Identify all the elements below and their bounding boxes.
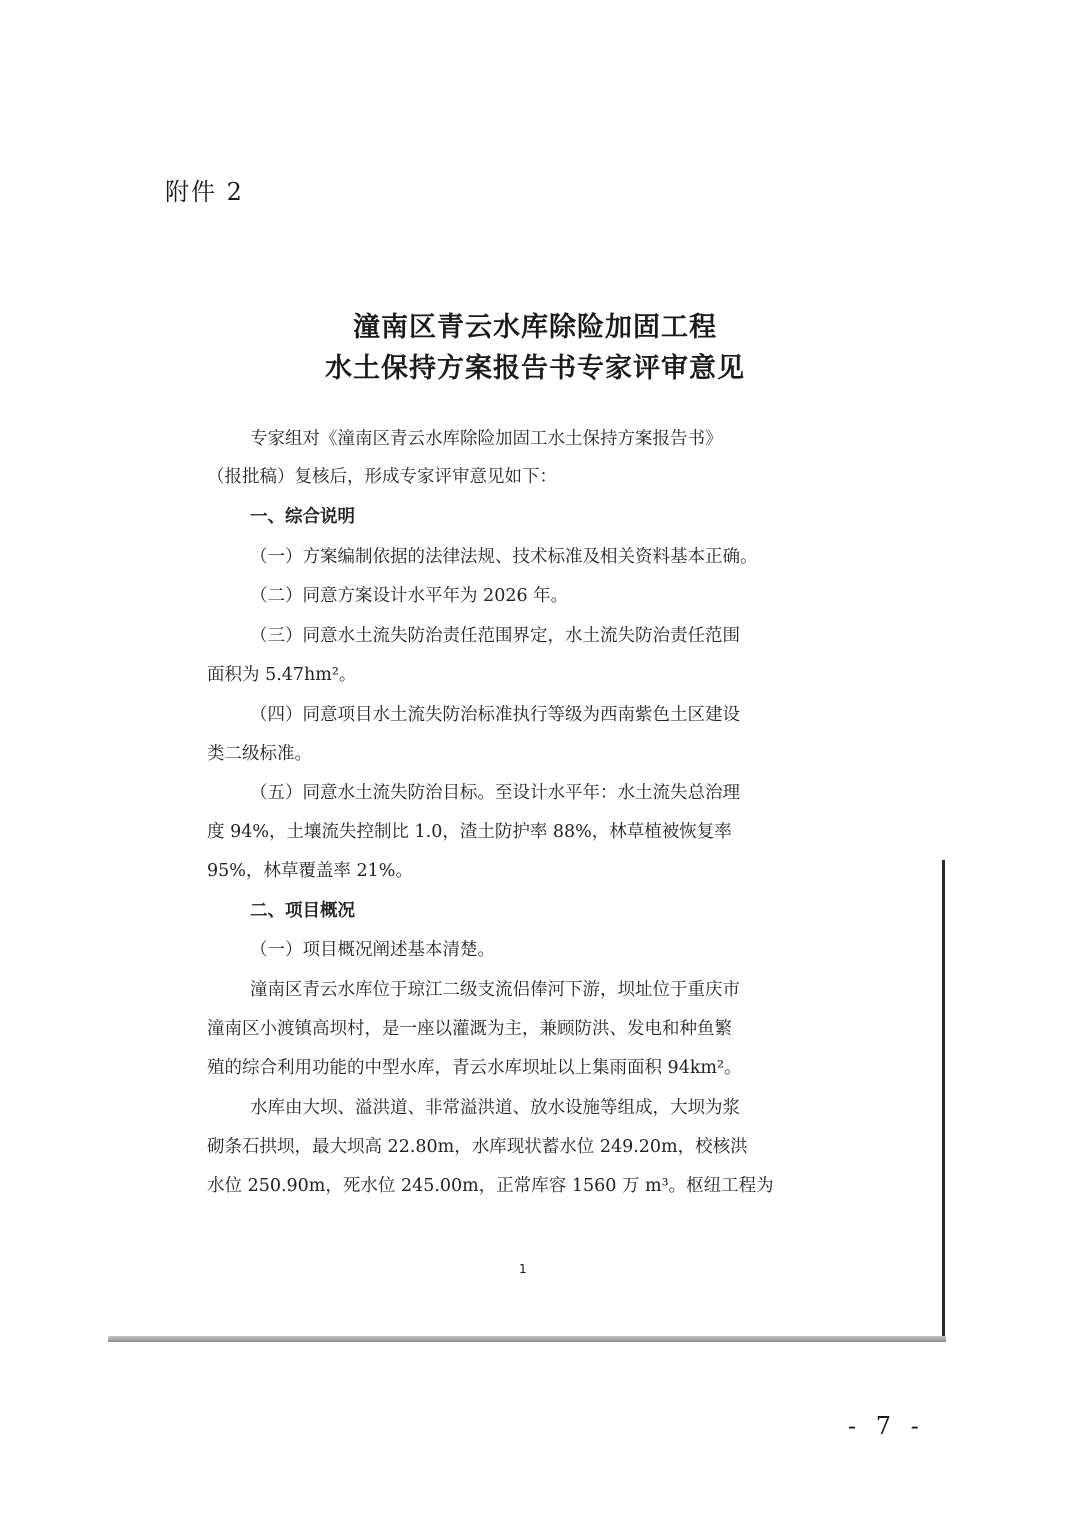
body-line: 类二级标准。 bbox=[207, 744, 312, 764]
page-number: - 7 - bbox=[848, 1412, 925, 1440]
body-line: 砌条石拱坝，最大坝高 22.80m，水库现状蓄水位 249.20m，校核洪 bbox=[207, 1137, 748, 1157]
body-line: 水位 250.90m，死水位 245.00m，正常库容 1560 万 m³。枢纽工程为 bbox=[207, 1176, 774, 1196]
body-line: 潼南区小渡镇高坝村，是一座以灌溉为主，兼顾防洪、发电和种鱼繁 bbox=[207, 1019, 732, 1039]
document-title-line-2: 水土保持方案报告书专家评审意见 bbox=[325, 353, 745, 384]
body-line: （五）同意水土流失防治目标。至设计水平年：水土流失总治理 bbox=[250, 783, 740, 803]
body-line: 水库由大坝、溢洪道、非常溢洪道、放水设施等组成，大坝为浆 bbox=[250, 1098, 740, 1118]
body-line: 专家组对《潼南区青云水库除险加固工水土保持方案报告书》 bbox=[250, 429, 723, 449]
body-line: 度 94%，土壤流失控制比 1.0，渣土防护率 88%，林草植被恢复率 bbox=[207, 822, 732, 842]
body-line: 潼南区青云水库位于琼江二级支流侣俸河下游，坝址位于重庆市 bbox=[250, 980, 740, 1000]
body-line: （一）方案编制依据的法律法规、技术标准及相关资料基本正确。 bbox=[250, 547, 758, 567]
section-heading: 一、综合说明 bbox=[250, 507, 355, 527]
body-line: （二）同意方案设计水平年为 2026 年。 bbox=[250, 586, 569, 606]
attachment-label: 附件 2 bbox=[165, 178, 244, 206]
body-line: 殖的综合利用功能的中型水库，青云水库坝址以上集雨面积 94km²。 bbox=[207, 1058, 742, 1078]
scan-edge-right bbox=[942, 860, 945, 1340]
body-line: （四）同意项目水土流失防治标准执行等级为西南紫色土区建设 bbox=[250, 705, 740, 725]
body-line: （一）项目概况阐述基本清楚。 bbox=[250, 940, 495, 960]
scanned-page-number: 1 bbox=[519, 1262, 527, 1276]
body-line: （三）同意水土流失防治责任范围界定，水土流失防治责任范围 bbox=[250, 626, 740, 646]
body-line: 95%，林草覆盖率 21%。 bbox=[207, 861, 413, 881]
body-line: 面积为 5.47hm²。 bbox=[207, 665, 357, 685]
document-title-line-1: 潼南区青云水库除险加固工程 bbox=[353, 312, 717, 343]
scan-edge-bottom bbox=[108, 1336, 946, 1342]
section-heading: 二、项目概况 bbox=[250, 901, 355, 921]
body-line: （报批稿）复核后，形成专家评审意见如下： bbox=[207, 467, 557, 487]
